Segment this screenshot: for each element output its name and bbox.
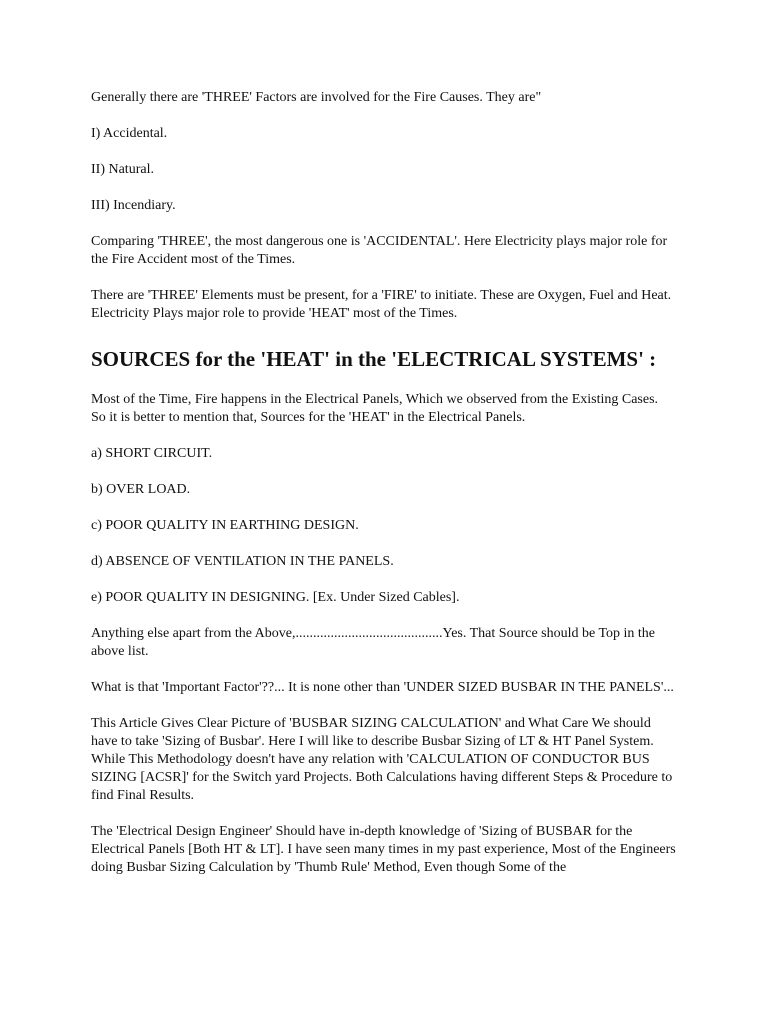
- panels-paragraph: Most of the Time, Fire happens in the Electrical Panels, Which we observed from the Existing Cases. So it is better to mention that, Sources for the 'HEAT' in the Electrical Panels.: [91, 392, 659, 425]
- source-item-designing: e) POOR QUALITY IN DESIGNING. [Ex. Under Sized Cables].: [91, 590, 460, 605]
- section-heading: SOURCES for the 'HEAT' in the 'ELECTRICAL SYSTEMS' :: [91, 347, 657, 371]
- intro-paragraph: Generally there are 'THREE' Factors are involved for the Fire Causes. They are": [91, 90, 542, 105]
- article-paragraph: This Article Gives Clear Picture of 'BUSBAR SIZING CALCULATION' and What Care We should have to take 'Sizing of Busbar'. Here I will like to describe Busbar Sizing of LT & HT Panel System. While This Methodology doesn't have any relation with 'CALCULATION OF CONDUCTOR BUS SIZING [ACSR]' for the Switch yard Projects. Both Calculations having different Steps & Procedure to find Final Results.: [91, 716, 673, 803]
- source-item-ventilation: d) ABSENCE OF VENTILATION IN THE PANELS.: [91, 554, 394, 569]
- elements-paragraph: There are 'THREE' Elements must be present, for a 'FIRE' to initiate. These are Oxygen, Fuel and Heat. Electricity Plays major role to provide 'HEAT' most of the Times.: [91, 288, 672, 321]
- anything-else-paragraph: Anything else apart from the Above,..........................................Yes. That Source should be Top in the above list.: [91, 626, 656, 659]
- source-item-over-load: b) OVER LOAD.: [91, 482, 191, 497]
- list-item-incendiary: III) Incendiary.: [91, 198, 176, 213]
- list-item-natural: II) Natural.: [91, 162, 154, 177]
- engineer-paragraph: The 'Electrical Design Engineer' Should have in-depth knowledge of 'Sizing of BUSBAR for the Electrical Panels [Both HT & LT]. I have seen many times in my past experience, Most of the Engineers doing Busbar Sizing Calculation by 'Thumb Rule' Method, Even though Some of the: [91, 824, 676, 875]
- important-factor-paragraph: What is that 'Important Factor'??... It is none other than 'UNDER SIZED BUSBAR IN THE PANELS'...: [91, 680, 674, 695]
- source-item-short-circuit: a) SHORT CIRCUIT.: [91, 446, 213, 461]
- document-page: [91, 89, 676, 877]
- comparison-paragraph: Comparing 'THREE', the most dangerous one is 'ACCIDENTAL'. Here Electricity plays major role for the Fire Accident most of the Times.: [91, 234, 668, 267]
- source-item-earthing: c) POOR QUALITY IN EARTHING DESIGN.: [91, 518, 359, 533]
- list-item-accidental: I) Accidental.: [91, 126, 168, 141]
